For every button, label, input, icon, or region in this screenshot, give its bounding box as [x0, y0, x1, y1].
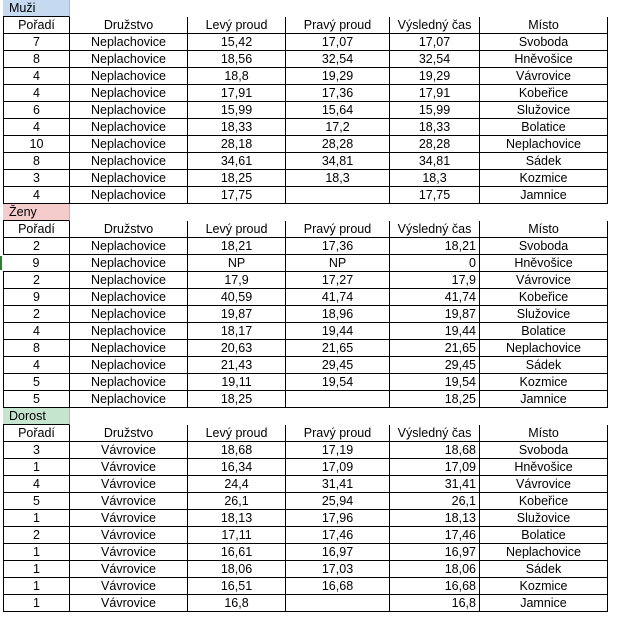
cell-rank[interactable]: 3 [3, 170, 70, 187]
cell-final-time[interactable]: 0 [390, 255, 480, 272]
cell-place[interactable]: Neplachovice [480, 340, 608, 357]
table-row [3, 34, 615, 51]
cell-left-stream[interactable]: 19,11 [188, 374, 286, 391]
cell-rank[interactable]: 2 [3, 238, 70, 255]
cell-right-stream[interactable] [286, 595, 390, 612]
table-row [3, 374, 615, 391]
cell-right-stream[interactable]: 28,28 [286, 136, 390, 153]
column-header-rank[interactable]: Pořadí [3, 221, 70, 238]
cell-right-stream[interactable]: 16,68 [286, 578, 390, 595]
cell-left-stream[interactable]: 26,1 [188, 493, 286, 510]
cell-team[interactable]: Vávrovice [70, 510, 188, 527]
cell-final-time[interactable]: 15,99 [390, 102, 480, 119]
cell-team[interactable]: Neplachovice [70, 34, 188, 51]
cell-right-stream[interactable]: 17,46 [286, 527, 390, 544]
cell-right-stream[interactable]: 17,2 [286, 119, 390, 136]
cell-team[interactable]: Neplachovice [70, 357, 188, 374]
column-header-team[interactable]: Družstvo [70, 17, 188, 34]
section-header-dorost [3, 408, 615, 425]
cell-team[interactable]: Neplachovice [70, 153, 188, 170]
table-row [3, 85, 615, 102]
cell-final-time[interactable]: 19,54 [390, 374, 480, 391]
table-row [3, 493, 615, 510]
cell-rank[interactable]: 9 [3, 255, 70, 272]
section-label[interactable]: Dorost [3, 408, 70, 425]
cell-place[interactable]: Služovice [480, 510, 608, 527]
cell-team[interactable]: Vávrovice [70, 442, 188, 459]
cell-team[interactable]: Neplachovice [70, 102, 188, 119]
cell-place[interactable]: Hněvošice [480, 51, 608, 68]
cell-rank[interactable]: 4 [3, 476, 70, 493]
cell-final-time[interactable]: 18,33 [390, 119, 480, 136]
cell-right-stream[interactable]: 17,19 [286, 442, 390, 459]
cell-place[interactable]: Bolatice [480, 527, 608, 544]
cell-final-time[interactable]: 17,91 [390, 85, 480, 102]
cell-place[interactable]: Služovice [480, 102, 608, 119]
cell-team[interactable]: Neplachovice [70, 51, 188, 68]
cell-final-time[interactable]: 16,97 [390, 544, 480, 561]
cell-place[interactable]: Svoboda [480, 238, 608, 255]
cell-place[interactable]: Kobeřice [480, 289, 608, 306]
cell-place[interactable]: Kozmice [480, 374, 608, 391]
cell-left-stream[interactable]: 24,4 [188, 476, 286, 493]
cell-final-time[interactable]: 17,09 [390, 459, 480, 476]
cell-right-stream[interactable]: 17,07 [286, 34, 390, 51]
cell-place[interactable]: Jamnice [480, 595, 608, 612]
cell-rank[interactable]: 1 [3, 561, 70, 578]
cell-team[interactable]: Vávrovice [70, 493, 188, 510]
cell-final-time[interactable]: 18,21 [390, 238, 480, 255]
cell-left-stream[interactable]: 18,17 [188, 323, 286, 340]
cell-left-stream[interactable]: 17,9 [188, 272, 286, 289]
cell-left-stream[interactable]: 18,68 [188, 442, 286, 459]
column-header-left-stream[interactable]: Levý proud [188, 17, 286, 34]
cell-left-stream[interactable]: 17,91 [188, 85, 286, 102]
column-header-right-stream[interactable]: Pravý proud [286, 221, 390, 238]
cell-left-stream[interactable]: 19,87 [188, 306, 286, 323]
cell-rank[interactable]: 2 [3, 306, 70, 323]
cell-rank[interactable]: 3 [3, 442, 70, 459]
cell-team[interactable]: Neplachovice [70, 374, 188, 391]
cell-right-stream[interactable]: 19,54 [286, 374, 390, 391]
cell-place[interactable]: Sádek [480, 357, 608, 374]
column-header-final-time[interactable]: Výsledný čas [390, 425, 480, 442]
table-row [3, 323, 615, 340]
cell-team[interactable]: Vávrovice [70, 527, 188, 544]
cell-right-stream[interactable]: 15,64 [286, 102, 390, 119]
cell-left-stream[interactable]: 28,18 [188, 136, 286, 153]
cell-right-stream[interactable]: 21,65 [286, 340, 390, 357]
cell-final-time[interactable]: 29,45 [390, 357, 480, 374]
cell-rank[interactable]: 4 [3, 357, 70, 374]
cell-final-time[interactable]: 17,46 [390, 527, 480, 544]
cell-team[interactable]: Neplachovice [70, 187, 188, 204]
cell-left-stream[interactable]: 15,99 [188, 102, 286, 119]
cell-left-stream[interactable]: 40,59 [188, 289, 286, 306]
cell-team[interactable]: Neplachovice [70, 255, 188, 272]
cell-final-time[interactable]: 18,13 [390, 510, 480, 527]
cell-final-time[interactable]: 18,68 [390, 442, 480, 459]
cell-final-time[interactable]: 41,74 [390, 289, 480, 306]
cell-final-time[interactable]: 18,3 [390, 170, 480, 187]
cell-place[interactable]: Vávrovice [480, 476, 608, 493]
cell-rank[interactable]: 4 [3, 68, 70, 85]
cell-team[interactable]: Vávrovice [70, 476, 188, 493]
column-header-right-stream[interactable]: Pravý proud [286, 425, 390, 442]
cell-left-stream[interactable]: 34,61 [188, 153, 286, 170]
cell-rank[interactable]: 2 [3, 272, 70, 289]
cell-team[interactable]: Neplachovice [70, 289, 188, 306]
cell-right-stream[interactable]: 17,36 [286, 238, 390, 255]
cell-final-time[interactable]: 26,1 [390, 493, 480, 510]
section-label[interactable]: Muži [3, 0, 70, 17]
cell-team[interactable]: Neplachovice [70, 136, 188, 153]
cell-left-stream[interactable]: 20,63 [188, 340, 286, 357]
cell-final-time[interactable]: 16,8 [390, 595, 480, 612]
cell-right-stream[interactable]: 34,81 [286, 153, 390, 170]
table-row [3, 255, 615, 272]
cell-final-time[interactable]: 34,81 [390, 153, 480, 170]
cell-right-stream[interactable]: 17,96 [286, 510, 390, 527]
cell-right-stream[interactable]: 18,3 [286, 170, 390, 187]
table-row [3, 391, 615, 408]
cell-team[interactable]: Neplachovice [70, 323, 188, 340]
cell-left-stream[interactable]: NP [188, 255, 286, 272]
cell-left-stream[interactable]: 17,11 [188, 527, 286, 544]
cell-left-stream[interactable]: 18,33 [188, 119, 286, 136]
cell-right-stream[interactable]: 17,09 [286, 459, 390, 476]
cell-final-time[interactable]: 16,68 [390, 578, 480, 595]
cell-team[interactable]: Vávrovice [70, 544, 188, 561]
cell-place[interactable]: Bolatice [480, 119, 608, 136]
cell-rank[interactable]: 7 [3, 34, 70, 51]
cell-team[interactable]: Vávrovice [70, 578, 188, 595]
cell-rank[interactable]: 2 [3, 527, 70, 544]
cell-place[interactable]: Sádek [480, 561, 608, 578]
spreadsheet [3, 0, 615, 612]
column-header-left-stream[interactable]: Levý proud [188, 425, 286, 442]
section-header-muzi [3, 0, 615, 17]
cell-right-stream[interactable]: 16,97 [286, 544, 390, 561]
cell-place[interactable]: Služovice [480, 306, 608, 323]
column-header-final-time[interactable]: Výsledný čas [390, 17, 480, 34]
cell-rank[interactable]: 4 [3, 85, 70, 102]
cell-place[interactable]: Vávrovice [480, 68, 608, 85]
cell-rank[interactable]: 1 [3, 459, 70, 476]
column-header-row [3, 221, 615, 238]
cell-team[interactable]: Neplachovice [70, 340, 188, 357]
cell-right-stream[interactable]: 17,03 [286, 561, 390, 578]
cell-place[interactable]: Kozmice [480, 578, 608, 595]
cell-final-time[interactable]: 17,07 [390, 34, 480, 51]
cell-team[interactable]: Neplachovice [70, 272, 188, 289]
cell-rank[interactable]: 10 [3, 136, 70, 153]
cell-left-stream[interactable]: 17,75 [188, 187, 286, 204]
table-row [3, 578, 615, 595]
cell-left-stream[interactable]: 18,25 [188, 170, 286, 187]
table-row [3, 595, 615, 612]
cell-place[interactable]: Kozmice [480, 170, 608, 187]
cell-left-stream[interactable]: 18,56 [188, 51, 286, 68]
column-header-row [3, 425, 615, 442]
table-row [3, 476, 615, 493]
cell-rank[interactable]: 5 [3, 374, 70, 391]
cell-right-stream[interactable]: 31,41 [286, 476, 390, 493]
cell-final-time[interactable]: 18,25 [390, 391, 480, 408]
cell-rank[interactable]: 6 [3, 102, 70, 119]
cell-place[interactable]: Bolatice [480, 323, 608, 340]
section-label[interactable]: Ženy [3, 204, 70, 221]
cell-rank[interactable]: 1 [3, 578, 70, 595]
cell-right-stream[interactable]: 25,94 [286, 493, 390, 510]
cell-place[interactable]: Kobeřice [480, 85, 608, 102]
cell-team[interactable]: Neplachovice [70, 68, 188, 85]
cell-rank[interactable]: 5 [3, 493, 70, 510]
cell-rank[interactable]: 1 [3, 595, 70, 612]
section-header-zeny [3, 204, 615, 221]
cell-right-stream[interactable]: 19,44 [286, 323, 390, 340]
cell-place[interactable]: Hněvošice [480, 255, 608, 272]
column-header-place[interactable]: Místo [480, 425, 608, 442]
cell-left-stream[interactable]: 18,13 [188, 510, 286, 527]
cell-team[interactable]: Vávrovice [70, 459, 188, 476]
table-row [3, 289, 615, 306]
table-row [3, 119, 615, 136]
cell-left-stream[interactable]: 15,42 [188, 34, 286, 51]
cell-rank[interactable]: 4 [3, 187, 70, 204]
cell-final-time[interactable]: 17,75 [390, 187, 480, 204]
cell-final-time[interactable]: 17,9 [390, 272, 480, 289]
cell-final-time[interactable]: 19,29 [390, 68, 480, 85]
cell-place[interactable]: Svoboda [480, 442, 608, 459]
cell-rank[interactable]: 5 [3, 391, 70, 408]
cell-team[interactable]: Neplachovice [70, 85, 188, 102]
table-row [3, 527, 615, 544]
cell-team[interactable]: Neplachovice [70, 306, 188, 323]
column-header-left-stream[interactable]: Levý proud [188, 221, 286, 238]
cell-final-time[interactable]: 19,87 [390, 306, 480, 323]
cell-final-time[interactable]: 31,41 [390, 476, 480, 493]
cell-final-time[interactable]: 32,54 [390, 51, 480, 68]
cell-final-time[interactable]: 21,65 [390, 340, 480, 357]
cell-left-stream[interactable]: 18,25 [188, 391, 286, 408]
table-row [3, 442, 615, 459]
cell-left-stream[interactable]: 16,34 [188, 459, 286, 476]
column-header-row [3, 17, 615, 34]
cell-final-time[interactable]: 19,44 [390, 323, 480, 340]
table-row [3, 102, 615, 119]
cell-right-stream[interactable]: NP [286, 255, 390, 272]
table-row [3, 153, 615, 170]
table-row [3, 170, 615, 187]
cell-place[interactable]: Sádek [480, 153, 608, 170]
cell-rank[interactable]: 8 [3, 340, 70, 357]
cell-place[interactable]: Neplachovice [480, 136, 608, 153]
cell-place[interactable]: Hněvošice [480, 459, 608, 476]
table-row [3, 51, 615, 68]
cell-rank[interactable]: 8 [3, 153, 70, 170]
cell-right-stream[interactable] [286, 187, 390, 204]
cell-left-stream[interactable]: 16,8 [188, 595, 286, 612]
cell-left-stream[interactable]: 16,51 [188, 578, 286, 595]
table-row [3, 306, 615, 323]
column-header-place[interactable]: Místo [480, 17, 608, 34]
table-row [3, 561, 615, 578]
cell-place[interactable]: Svoboda [480, 34, 608, 51]
cell-rank[interactable]: 9 [3, 289, 70, 306]
table-row [3, 544, 615, 561]
cell-right-stream[interactable]: 32,54 [286, 51, 390, 68]
table-row [3, 187, 615, 204]
table-row [3, 340, 615, 357]
cell-right-stream[interactable]: 17,27 [286, 272, 390, 289]
cell-place[interactable]: Jamnice [480, 187, 608, 204]
column-header-right-stream[interactable]: Pravý proud [286, 17, 390, 34]
column-header-rank[interactable]: Pořadí [3, 425, 70, 442]
cell-rank[interactable]: 1 [3, 510, 70, 527]
column-header-team[interactable]: Družstvo [70, 425, 188, 442]
cell-right-stream[interactable]: 41,74 [286, 289, 390, 306]
cell-rank[interactable]: 4 [3, 119, 70, 136]
cell-place[interactable]: Jamnice [480, 391, 608, 408]
cell-team[interactable]: Neplachovice [70, 391, 188, 408]
table-row [3, 510, 615, 527]
column-header-place[interactable]: Místo [480, 221, 608, 238]
table-row [3, 68, 615, 85]
cell-final-time[interactable]: 18,06 [390, 561, 480, 578]
cell-place[interactable]: Neplachovice [480, 544, 608, 561]
table-row [3, 357, 615, 374]
cell-left-stream[interactable]: 18,8 [188, 68, 286, 85]
cell-place[interactable]: Vávrovice [480, 272, 608, 289]
cell-right-stream[interactable]: 18,96 [286, 306, 390, 323]
cell-place[interactable]: Kobeřice [480, 493, 608, 510]
cell-rank[interactable]: 8 [3, 51, 70, 68]
cell-rank[interactable]: 1 [3, 544, 70, 561]
cell-left-stream[interactable]: 18,06 [188, 561, 286, 578]
column-header-team[interactable]: Družstvo [70, 221, 188, 238]
table-row [3, 459, 615, 476]
table-row [3, 238, 615, 255]
cell-rank[interactable]: 4 [3, 323, 70, 340]
cell-team[interactable]: Vávrovice [70, 561, 188, 578]
cell-right-stream[interactable]: 19,29 [286, 68, 390, 85]
column-header-final-time[interactable]: Výsledný čas [390, 221, 480, 238]
cell-team[interactable]: Neplachovice [70, 119, 188, 136]
cell-left-stream[interactable]: 16,61 [188, 544, 286, 561]
cell-final-time[interactable]: 28,28 [390, 136, 480, 153]
cell-left-stream[interactable]: 18,21 [188, 238, 286, 255]
cell-right-stream[interactable]: 17,36 [286, 85, 390, 102]
cell-right-stream[interactable] [286, 391, 390, 408]
column-header-rank[interactable]: Pořadí [3, 17, 70, 34]
cell-right-stream[interactable]: 29,45 [286, 357, 390, 374]
cell-left-stream[interactable]: 21,43 [188, 357, 286, 374]
cell-team[interactable]: Neplachovice [70, 238, 188, 255]
cell-team[interactable]: Vávrovice [70, 595, 188, 612]
table-row [3, 272, 615, 289]
table-row [3, 136, 615, 153]
cell-team[interactable]: Neplachovice [70, 170, 188, 187]
row-marker [0, 256, 2, 270]
